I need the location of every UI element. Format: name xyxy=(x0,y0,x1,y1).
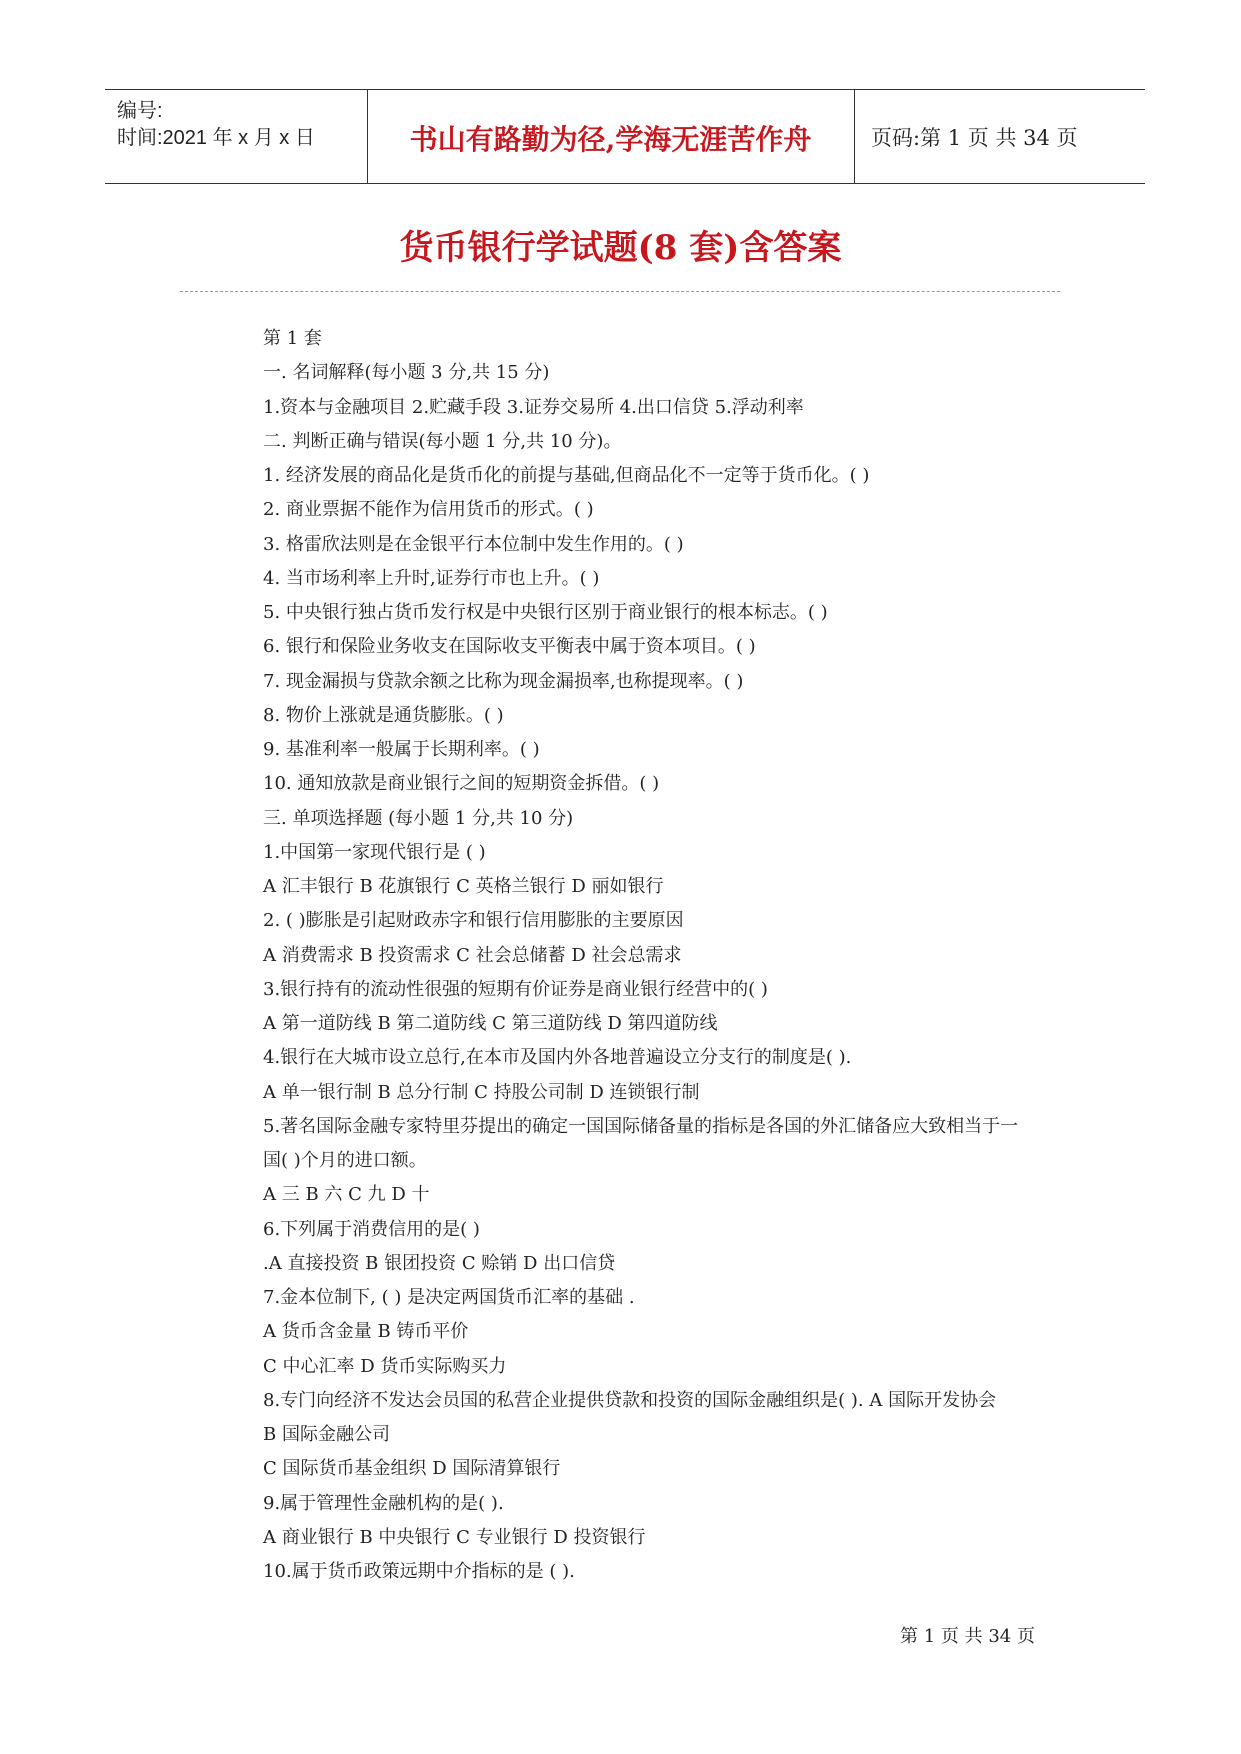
body-line: 3.银行持有的流动性很强的短期有价证券是商业银行经营中的( ) xyxy=(263,978,768,1000)
body-line: 5.著名国际金融专家特里芬提出的确定一国国际储备量的指标是各国的外汇储备应大致相当于一 xyxy=(263,1115,1019,1137)
page-footer: 第 1 页 共 34 页 xyxy=(900,1626,1035,1647)
body-line: 二. 判断正确与错误(每小题 1 分,共 10 分)。 xyxy=(263,430,622,452)
body-line: 2. ( )膨胀是引起财政赤字和银行信用膨胀的主要原因 xyxy=(263,910,684,932)
document-title: 货币银行学试题(8 套)含答案 xyxy=(399,228,842,268)
body-line: A 第一道防线 B 第二道防线 C 第三道防线 D 第四道防线 xyxy=(263,1013,718,1034)
body-line: 3. 格雷欣法则是在金银平行本位制中发生作用的。( ) xyxy=(263,533,684,555)
body-line: 4.银行在大城市设立总行,在本市及国内外各地普遍设立分支行的制度是( ). xyxy=(263,1047,852,1069)
body-line: 10.属于货币政策远期中介指标的是 ( ). xyxy=(263,1561,575,1582)
body-line: 第 1 套 xyxy=(263,328,322,349)
body-line: C 中心汇率 D 货币实际购买力 xyxy=(263,1355,507,1377)
body-line: 1.中国第一家现代银行是 ( ) xyxy=(263,841,486,863)
header-left-cell xyxy=(105,90,368,183)
body-line: A 商业银行 B 中央银行 C 专业银行 D 投资银行 xyxy=(263,1526,646,1548)
body-line: 8.专门向经济不发达会员国的私营企业提供贷款和投资的国际金融组织是( ). A 国际开发协会 xyxy=(263,1389,997,1411)
body-line: 6.下列属于消费信用的是( ) xyxy=(263,1218,480,1240)
body-line: C 国际货币基金组织 D 国际清算银行 xyxy=(263,1458,561,1480)
header-right-cell xyxy=(855,90,1145,183)
header-page-info: 页码:第 1 页 共 34 页 xyxy=(871,126,1078,150)
body-line: 5. 中央银行独占货币发行权是中央银行区别于商业银行的根本标志。( ) xyxy=(263,602,828,623)
document-number-label: 编号: xyxy=(117,100,163,122)
body-line: B 国际金融公司 xyxy=(263,1424,390,1445)
body-line: A 货币含金量 B 铸币平价 xyxy=(263,1321,469,1343)
document-time-label: 时间:2021 年 x 月 x 日 xyxy=(117,127,315,149)
header-center-cell xyxy=(367,90,855,183)
body-line: .A 直接投资 B 银团投资 C 赊销 D 出口信贷 xyxy=(263,1252,616,1274)
body-line: 6. 银行和保险业务收支在国际收支平衡表中属于资本项目。( ) xyxy=(263,636,756,658)
body-line: A 单一银行制 B 总分行制 C 持股公司制 D 连锁银行制 xyxy=(263,1081,700,1103)
body-line: 10. 通知放款是商业银行之间的短期资金拆借。( ) xyxy=(263,773,660,795)
body-line: 9. 基准利率一般属于长期利率。( ) xyxy=(263,739,540,760)
title-divider xyxy=(180,291,1060,292)
body-line: 7.金本位制下, ( ) 是决定两国货币汇率的基础 . xyxy=(263,1287,635,1308)
body-line: 9.属于管理性金融机构的是( ). xyxy=(263,1492,504,1514)
body-line: 8. 物价上涨就是通货膨胀。( ) xyxy=(263,704,504,726)
body-line: A 汇丰银行 B 花旗银行 C 英格兰银行 D 丽如银行 xyxy=(263,876,664,897)
body-line: 三. 单项选择题 (每小题 1 分,共 10 分) xyxy=(263,807,574,829)
body-line: 1.资本与金融项目 2.贮藏手段 3.证券交易所 4.出口信贷 5.浮动利率 xyxy=(263,396,804,418)
header-motto: 书山有路勤为径,学海无涯苦作舟 xyxy=(409,123,812,156)
body-line: 7. 现金漏损与贷款余额之比称为现金漏损率,也称提现率。( ) xyxy=(263,670,744,692)
body-line: A 消费需求 B 投资需求 C 社会总储蓄 D 社会总需求 xyxy=(263,944,682,966)
body-line: 2. 商业票据不能作为信用货币的形式。( ) xyxy=(263,499,594,521)
body-line: 4. 当市场利率上升时,证券行市也上升。( ) xyxy=(263,567,600,589)
header-table xyxy=(105,89,1145,184)
body-line: 1. 经济发展的商品化是货币化的前提与基础,但商品化不一定等于货币化。( ) xyxy=(263,465,870,486)
body-line: 国( )个月的进口额。 xyxy=(263,1150,427,1171)
body-line: A 三 B 六 C 九 D 十 xyxy=(263,1184,430,1206)
body-line: 一. 名词解释(每小题 3 分,共 15 分) xyxy=(263,362,550,384)
